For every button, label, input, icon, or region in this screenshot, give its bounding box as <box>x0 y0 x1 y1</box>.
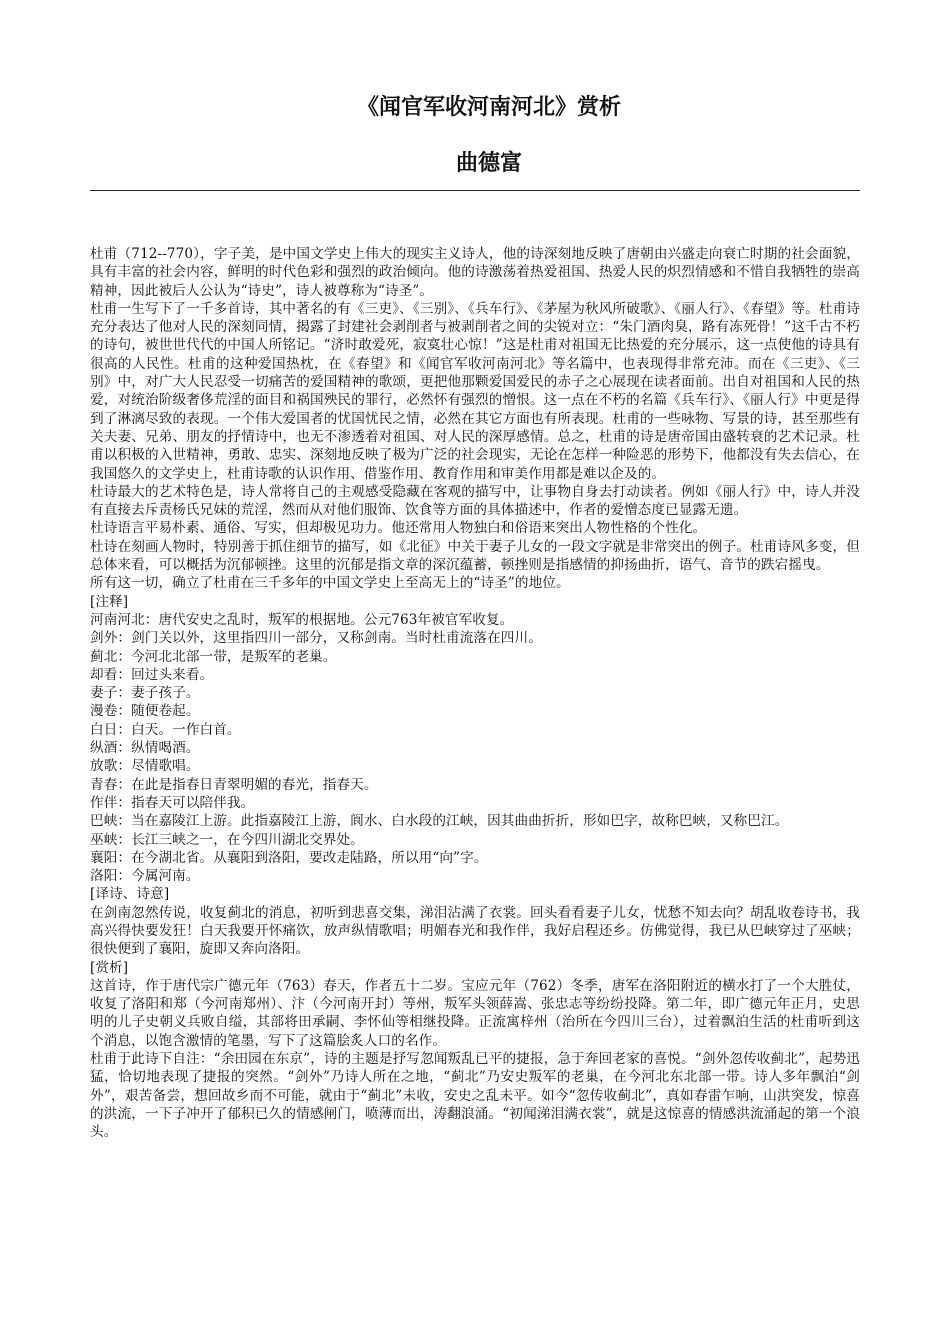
note-item: 却看：回过头来看。 <box>90 666 214 683</box>
analysis-heading: [赏析] <box>90 959 129 976</box>
note-item: 作伴：指春天可以陪伴我。 <box>90 794 255 811</box>
note-item: 河南河北：唐代安史之乱时，叛军的根据地。公元763年被官军收复。 <box>90 611 514 628</box>
translation-paragraph: 在剑南忽然传说，收复蓟北的消息，初听到悲喜交集，涕泪沾满了衣裳。回头看看妻子儿女，忧愁不知去向？胡乱收卷诗书，我高兴得快要发狂！白天我要开怀痛饮，放声纵情歌唱；明媚春光和我作伴，我好启程还乡。仿佛觉得，我已从巴峡穿过了巫峡；很快便到了襄阳，旋即又奔向洛阳。 <box>90 904 860 958</box>
note-item: 妻子：妻子孩子。 <box>90 685 200 702</box>
note-item: 巫峡：长江三峡之一，在今四川湖北交界处。 <box>90 831 364 848</box>
intro-paragraph: 杜诗语言平易朴素、通俗、写实，但却极见功力。他还常用人物独白和俗语来突出人物性格的个性化。 <box>90 520 707 537</box>
title-divider <box>90 190 860 191</box>
note-item: 巴峡：当在嘉陵江上游。此指嘉陵江上游，阆水、白水段的江峡，因其曲曲折折，形如巴字，故称巴峡，又称巴江。 <box>90 813 789 830</box>
intro-paragraph: 杜甫一生写下了一千多首诗，其中著名的有《三吏》、《三别》、《兵车行》、《茅屋为秋风所破歌》、《丽人行》、《春望》等。杜甫诗充分表达了他对人民的深刻同情，揭露了封建社会剥削者与被剥削者之间的尖锐对立：“朱门酒肉臭，路有冻死骨！”这千古不朽的诗句，被世世代代的中国人所铭记。“济时敢爱死，寂寞壮心惊！”这是杜甫对祖国无比热爱的充分展示，这一点使他的诗具有很高的人民性。杜甫的这种爱国热枕，在《春望》和《闻官军收河南河北》等名篇中，也表现得非常充沛。而在《三吏》、《三别》中，对广大人民忍受一切痛苦的爱国精神的歌颂，更把他那颗爱国爱民的赤子之心展现在读者面前。出自对祖国和人民的热爱，对统治阶级奢侈荒淫的面目和祸国殃民的罪行，必然怀有强烈的憎恨。这一点在不朽的名篇《兵车行》、《丽人行》中更是得到了淋漓尽致的表现。一个伟大爱国者的忧国忧民之情，必然在其它方面也有所表现。杜甫的一些咏物、写景的诗，甚至那些有关夫妻、兄弟、朋友的抒情诗中，也无不渗透着对祖国、对人民的深厚感情。总之，杜甫的诗是唐帝国由盛转衰的艺术记录。杜甫以积极的入世精神，勇敢、忠实、深刻地反映了极为广泛的社会现实，无论在怎样一种险恶的形势下，他都没有失去信心，在我国悠久的文学史上，杜甫诗歌的认识作用、借鉴作用、教育作用和审美作用都是难以企及的。 <box>90 300 860 482</box>
note-item: 剑外：剑门关以外，这里指四川一部分，又称剑南。当时杜甫流落在四川。 <box>90 630 542 647</box>
intro-paragraph: 杜甫（712--770），字子美，是中国文学史上伟大的现实主义诗人，他的诗深刻地反映了唐朝由兴盛走向衰亡时期的社会面貌，具有丰富的社会内容，鲜明的时代色彩和强烈的政治倾向。他的诗激荡着热爱祖国、热爱人民的炽烈情感和不惜自我牺牲的崇高精神，因此被后人公认为“诗史”，诗人被尊称为“诗圣”。 <box>90 246 860 299</box>
intro-paragraph: 所有这一切，确立了杜甫在三千多年的中国文学史上至高无上的“诗圣”的地位。 <box>90 575 570 592</box>
notes-heading: [注释] <box>90 593 129 610</box>
note-item: 白日：白天。一作白首。 <box>90 721 241 738</box>
note-item: 襄阳：在今湖北省。从襄阳到洛阳，要改走陆路，所以用“向”字。 <box>90 849 488 866</box>
note-item: 纵酒：纵情喝酒。 <box>90 740 200 757</box>
analysis-paragraph: 杜甫于此诗下自注：“余田园在东京”，诗的主题是抒写忽闻叛乱已平的捷报，急于奔回老家的喜悦。“剑外忽传收蓟北”，起势迅猛，恰切地表现了捷报的突然。“剑外”乃诗人所在之地，“蓟北”乃安史叛军的老巢，在今河北东北部一带。诗人多年飘泊“剑外”，艰苦备尝，想回故乡而不可能，就由于“蓟北”未收，安史之乱未平。如今“忽传收蓟北”，真如春雷乍响，山洪突发，惊喜的洪流，一下子冲开了郁积已久的情感闸门，喷薄而出，涛翻浪涌。“初闻涕泪满衣裳”，就是这惊喜的情感洪流涌起的第一个浪头。 <box>90 1051 860 1141</box>
note-item: 放歌：尽情歌唱。 <box>90 758 200 775</box>
document-page <box>90 92 860 1142</box>
note-item: 青春：在此是指春日青翠明媚的春光，指春天。 <box>90 776 378 793</box>
article-body <box>90 245 860 1142</box>
note-item: 蓟北：今河北北部一带，是叛军的老巢。 <box>90 648 337 665</box>
document-title: 《闻官军收河南河北》赏析 <box>356 95 621 120</box>
author-name: 曲德富 <box>455 151 522 176</box>
intro-paragraph: 杜诗最大的艺术特色是，诗人常将自己的主观感受隐藏在客观的描写中，让事物自身去打动读者。例如《丽人行》中，诗人并没有直接去斥责杨氏兄妹的荒淫，然而从对他们服饰、饮食等方面的具体描述中，作者的爱憎态度已显露无遗。 <box>90 483 860 519</box>
analysis-paragraph: 这首诗，作于唐代宗广德元年（763）春天，作者五十二岁。宝应元年（762）冬季，唐军在洛阳附近的横水打了一个大胜仗，收复了洛阳和郑（今河南郑州）、汴（今河南开封）等州，叛军头领薛嵩、张忠志等纷纷投降。第二年，即广德元年正月，史思明的儿子史朝义兵败自缢，其部将田承嗣、李怀仙等相继投降。正流寓梓州（治所在今四川三台），过着飘泊生活的杜甫听到这个消息，以饱含激情的笔墨，写下了这篇脍炙人口的名作。 <box>90 977 860 1049</box>
translation-heading: [译诗、诗意] <box>90 886 170 903</box>
note-item: 漫卷：随便卷起。 <box>90 703 200 720</box>
intro-paragraph: 杜诗在刻画人物时，特别善于抓住细节的描写，如《北征》中关于妻子儿女的一段文字就是非常突出的例子。杜甫诗风多变，但总体来看，可以概括为沉郁顿挫。这里的沉郁是指文章的深沉蕴蓄，顿挫则是指感情的抑扬曲折，语气、音节的跌宕摇曳。 <box>90 538 860 574</box>
note-item: 洛阳：今属河南。 <box>90 868 200 885</box>
